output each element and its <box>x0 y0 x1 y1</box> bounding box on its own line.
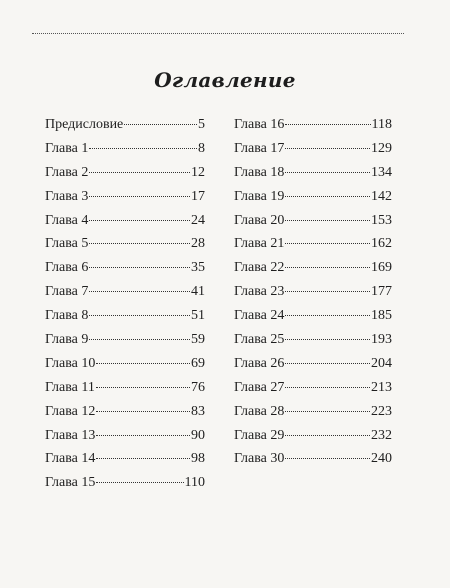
toc-entry-page-number: 204 <box>371 355 392 371</box>
toc-entry-label: Глава 13 <box>45 427 96 443</box>
dot-leader <box>285 243 370 244</box>
dot-leader <box>285 435 370 436</box>
page-title: Оглавление <box>154 68 296 92</box>
toc-entry-label: Глава 14 <box>45 451 96 467</box>
toc-entry-page-number: 69 <box>191 355 205 371</box>
toc-entry[interactable] <box>45 260 205 284</box>
toc-entry-page-number: 8 <box>198 140 205 156</box>
toc-entry[interactable] <box>45 189 205 213</box>
dot-leader <box>89 196 190 197</box>
toc-entry[interactable] <box>234 284 392 308</box>
dot-leader <box>96 411 190 412</box>
toc-entry[interactable] <box>45 451 205 475</box>
toc-entry-page-number: 41 <box>191 284 205 300</box>
toc-entry-page-number: 51 <box>191 308 205 324</box>
toc-entry-label: Глава 22 <box>234 260 285 276</box>
toc-entry-page-number: 17 <box>191 188 205 204</box>
toc-entry-page-number: 223 <box>371 403 392 419</box>
toc-entry-page-number: 185 <box>371 308 392 324</box>
dot-leader <box>285 172 370 173</box>
toc-entry-label: Глава 3 <box>45 188 89 204</box>
dot-leader <box>285 148 370 149</box>
toc-entry-page-number: 142 <box>371 188 392 204</box>
dot-leader <box>89 339 190 340</box>
toc-entry-label: Глава 25 <box>234 332 285 348</box>
toc-entry-page-number: 213 <box>371 379 392 395</box>
toc-entry-page-number: 90 <box>191 427 205 443</box>
top-dotted-rule <box>32 33 404 34</box>
toc-entry-page-number: 83 <box>191 403 205 419</box>
toc-entry-page-number: 5 <box>198 117 205 132</box>
dot-leader <box>89 220 190 221</box>
toc-entry-page-number: 118 <box>371 117 392 132</box>
toc-entry[interactable] <box>234 404 392 428</box>
toc-entry-label: Глава 24 <box>234 308 285 324</box>
toc-entry[interactable] <box>234 308 392 332</box>
toc-entry[interactable] <box>234 165 392 189</box>
dot-leader <box>285 124 370 125</box>
toc-entry-label: Глава 10 <box>45 355 96 371</box>
toc-entry[interactable] <box>45 380 205 404</box>
toc-entry[interactable] <box>234 356 392 380</box>
toc-entry-label: Глава 6 <box>45 260 89 276</box>
toc-entry-page-number: 28 <box>191 236 205 252</box>
toc-entry-label: Глава 2 <box>45 164 89 180</box>
toc-entry-page-number: 193 <box>371 332 392 348</box>
toc-entry[interactable] <box>45 117 205 141</box>
toc-entry-page-number: 240 <box>371 451 392 467</box>
toc-entry[interactable] <box>234 141 392 165</box>
dot-leader <box>96 482 183 483</box>
dot-leader <box>285 220 370 221</box>
toc-entry-label: Глава 11 <box>45 379 95 395</box>
dot-leader <box>124 124 197 125</box>
toc-entry-label: Глава 5 <box>45 236 89 252</box>
dot-leader <box>89 267 190 268</box>
dot-leader <box>89 291 190 292</box>
dot-leader <box>89 148 197 149</box>
toc-entry-label: Глава 28 <box>234 403 285 419</box>
toc-entry-page-number: 59 <box>191 332 205 348</box>
toc-entry-label: Глава 9 <box>45 332 89 348</box>
toc-entry-page-number: 24 <box>191 212 205 228</box>
toc-entry[interactable] <box>45 236 205 260</box>
toc-entry-label: Предисловие <box>45 117 124 132</box>
toc-entry-page-number: 169 <box>371 260 392 276</box>
toc-entry-page-number: 134 <box>371 164 392 180</box>
toc-entry-page-number: 129 <box>371 140 392 156</box>
dot-leader <box>285 291 370 292</box>
toc-entry[interactable] <box>45 475 205 499</box>
toc-entry-page-number: 162 <box>371 236 392 252</box>
dot-leader <box>96 387 190 388</box>
toc-entry-label: Глава 26 <box>234 355 285 371</box>
toc-entry-page-number: 76 <box>191 379 205 395</box>
toc-right-column <box>234 117 392 475</box>
toc-entry[interactable] <box>234 380 392 404</box>
toc-entry[interactable] <box>45 308 205 332</box>
toc-entry-label: Глава 29 <box>234 427 285 443</box>
toc-entry-label: Глава 15 <box>45 475 96 491</box>
toc-entry-label: Глава 1 <box>45 140 89 156</box>
dot-leader <box>285 363 370 364</box>
toc-entry-label: Глава 18 <box>234 164 285 180</box>
toc-entry-page-number: 110 <box>184 475 205 491</box>
toc-entry[interactable] <box>45 356 205 380</box>
dot-leader <box>285 315 370 316</box>
dot-leader <box>96 435 190 436</box>
toc-entry-page-number: 177 <box>371 284 392 300</box>
dot-leader <box>96 458 190 459</box>
dot-leader <box>285 339 370 340</box>
dot-leader <box>285 387 370 388</box>
dot-leader <box>285 458 370 459</box>
toc-entry[interactable] <box>234 332 392 356</box>
toc-entry-page-number: 232 <box>371 427 392 443</box>
dot-leader <box>89 243 190 244</box>
toc-entry[interactable] <box>234 428 392 452</box>
toc-entry-label: Глава 7 <box>45 284 89 300</box>
toc-entry[interactable] <box>45 404 205 428</box>
toc-left-column <box>45 117 205 499</box>
toc-entry-page-number: 153 <box>371 212 392 228</box>
toc-entry[interactable] <box>45 213 205 237</box>
toc-entry-label: Глава 16 <box>234 117 285 132</box>
toc-entry-label: Глава 19 <box>234 188 285 204</box>
toc-entry-label: Глава 27 <box>234 379 285 395</box>
toc-entry-label: Глава 12 <box>45 403 96 419</box>
toc-entry[interactable] <box>234 189 392 213</box>
toc-entry-label: Глава 23 <box>234 284 285 300</box>
dot-leader <box>89 172 190 173</box>
dot-leader <box>285 411 370 412</box>
dot-leader <box>96 363 190 364</box>
toc-entry-label: Глава 21 <box>234 236 285 252</box>
toc-entry-page-number: 98 <box>191 451 205 467</box>
toc-entry[interactable] <box>234 213 392 237</box>
toc-entry-label: Глава 4 <box>45 212 89 228</box>
dot-leader <box>89 315 190 316</box>
toc-entry[interactable] <box>234 236 392 260</box>
toc-entry[interactable] <box>45 428 205 452</box>
toc-entry[interactable] <box>45 165 205 189</box>
toc-entry-label: Глава 20 <box>234 212 285 228</box>
toc-entry[interactable] <box>45 284 205 308</box>
toc-entry-page-number: 12 <box>191 164 205 180</box>
toc-entry[interactable] <box>45 141 205 165</box>
dot-leader <box>285 196 370 197</box>
toc-entry-page-number: 35 <box>191 260 205 276</box>
toc-entry[interactable] <box>45 332 205 356</box>
toc-entry[interactable] <box>234 451 392 475</box>
dot-leader <box>285 267 370 268</box>
toc-entry-label: Глава 30 <box>234 451 285 467</box>
toc-entry-label: Глава 8 <box>45 308 89 324</box>
toc-entry-label: Глава 17 <box>234 140 285 156</box>
toc-entry[interactable] <box>234 260 392 284</box>
toc-entry[interactable] <box>234 117 392 141</box>
